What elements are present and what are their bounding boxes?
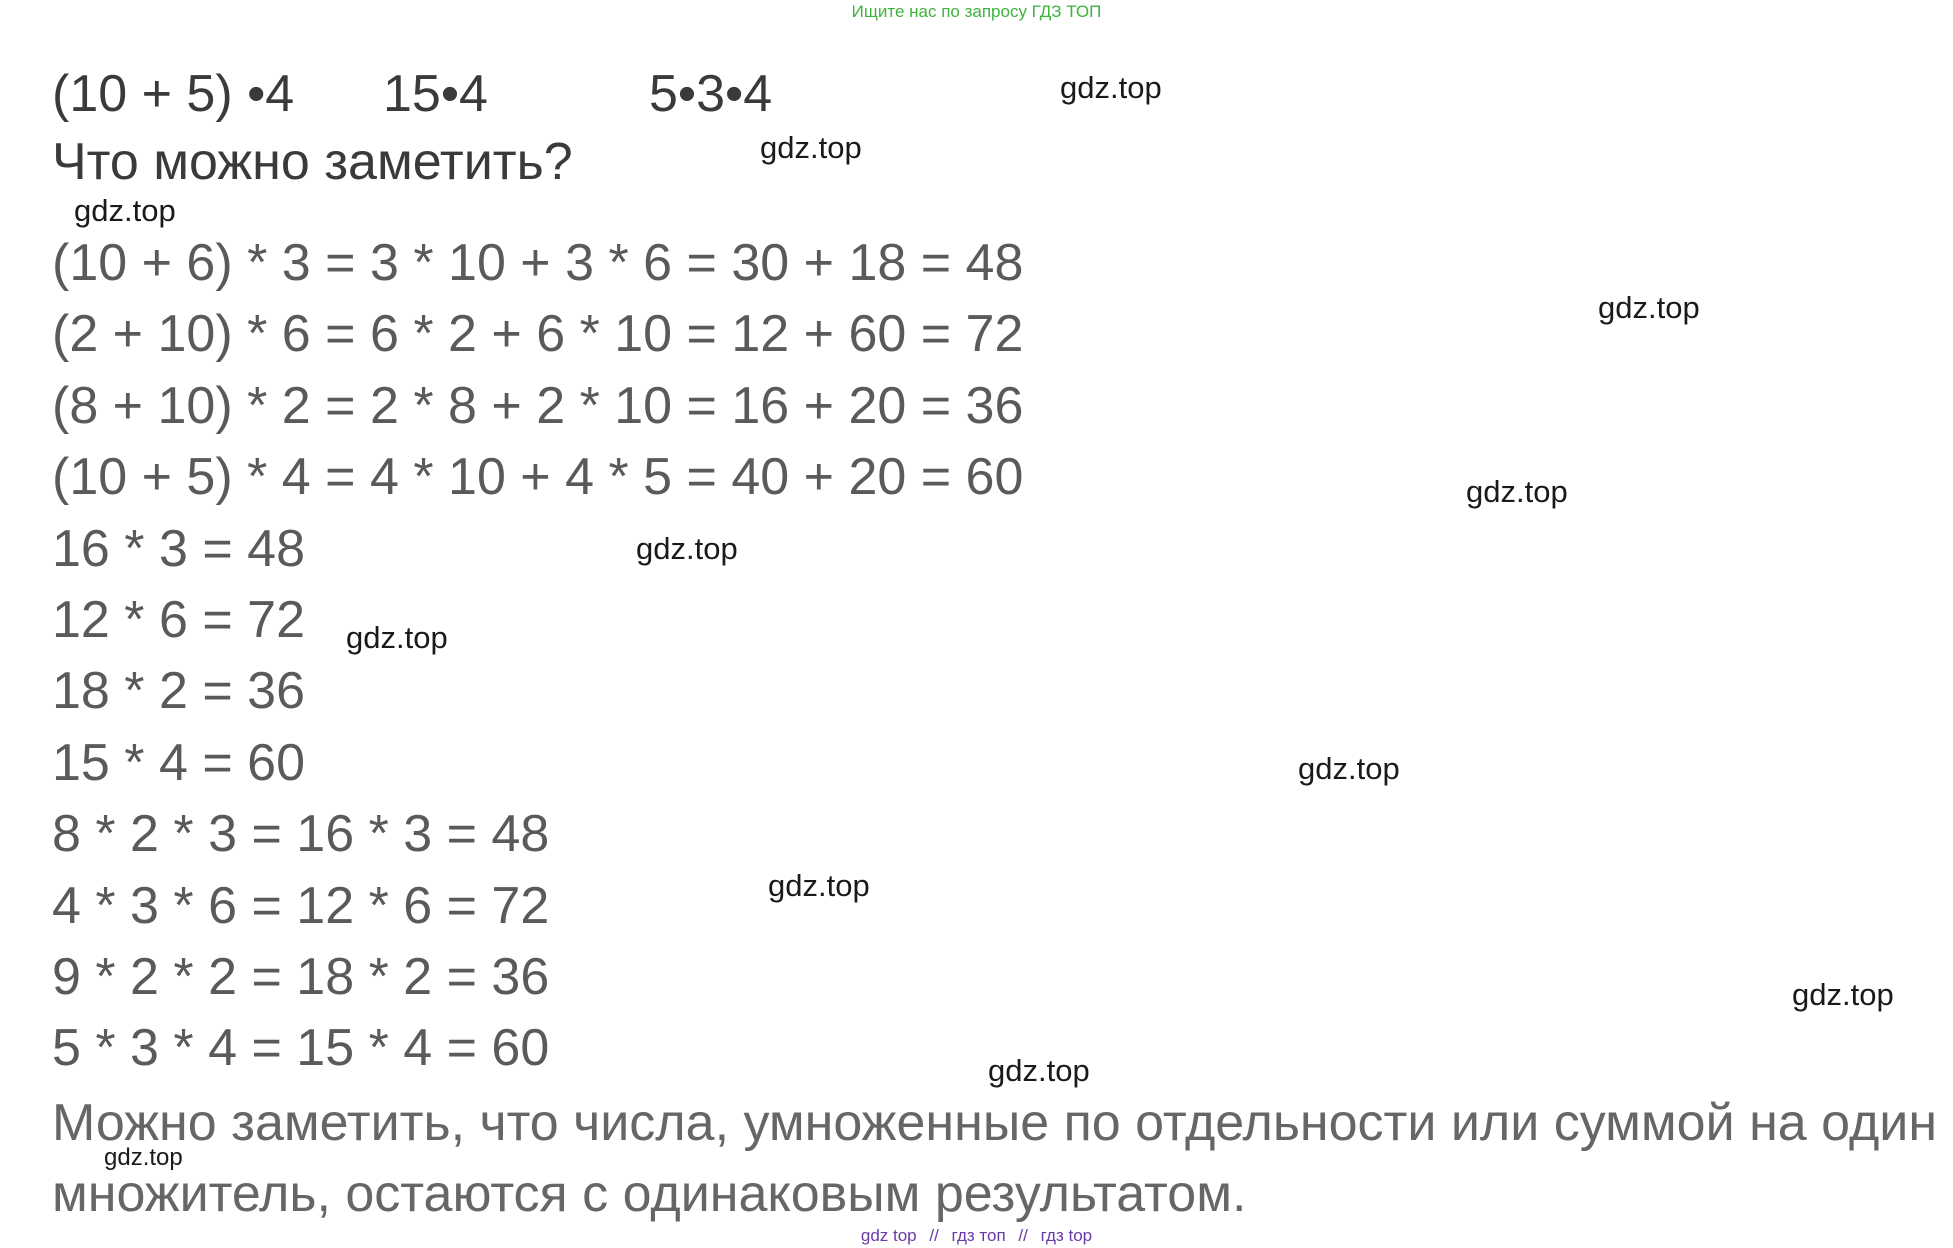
footer-link-3[interactable]: гдз top [1040,1226,1093,1245]
footer-separator: // [1018,1226,1028,1245]
conclusion-text: Можно заметить, что числа, умноженные по отдельности или суммой на один множитель, остаются с одинаковым результатом. [52,1094,1938,1223]
equation-line-10: 4 * 3 * 6 = 12 * 6 = 72 [52,876,550,935]
equation-line-12: 5 * 3 * 4 = 15 * 4 = 60 [52,1019,550,1078]
equation-line-2: (2 + 10) * 6 = 6 * 2 + 6 * 10 = 12 + 60 = 72 [52,305,1024,364]
header-expression-2: 15•4 [383,65,488,123]
footer [0,1226,1953,1246]
watermark: gdz.top [1060,70,1162,105]
equation-line-9: 8 * 2 * 3 = 16 * 3 = 48 [52,805,550,864]
watermark: gdz.top [1298,751,1400,786]
equation-line-11: 9 * 2 * 2 = 18 * 2 = 36 [52,947,550,1006]
top-banner: Ищите нас по запросу ГДЗ ТОП [851,2,1102,21]
equation-line-4: (10 + 5) * 4 = 4 * 10 + 4 * 5 = 40 + 20 = 60 [52,448,1024,507]
watermark: gdz.top [104,1144,183,1171]
watermark: gdz.top [346,620,448,655]
equation-line-7: 18 * 2 = 36 [52,662,305,721]
equation-line-6: 12 * 6 = 72 [52,590,305,649]
equation-line-8: 15 * 4 = 60 [52,733,305,792]
equation-list [52,228,1023,1085]
equation-line-3: (8 + 10) * 2 = 2 * 8 + 2 * 10 = 16 + 20 = 36 [52,376,1024,435]
footer-separator: // [929,1226,939,1245]
watermark: gdz.top [760,130,862,165]
equation-line-5: 16 * 3 = 48 [52,519,305,578]
watermark: gdz.top [988,1053,1090,1088]
watermark: gdz.top [636,531,738,566]
watermark: gdz.top [74,193,176,228]
footer-link-1[interactable]: gdz top [860,1226,917,1245]
equation-line-1: (10 + 6) * 3 = 3 * 10 + 3 * 6 = 30 + 18 = 48 [52,234,1024,292]
watermark: gdz.top [1466,474,1568,509]
watermark: gdz.top [1598,290,1700,325]
footer-link-2[interactable]: гдз топ [951,1226,1006,1245]
question-heading: Что можно заметить? [52,133,573,191]
watermark: gdz.top [1792,977,1894,1012]
watermark: gdz.top [768,868,870,903]
header-expression-3: 5•3•4 [649,65,773,123]
header-expression-1: (10 + 5) •4 [52,65,295,123]
